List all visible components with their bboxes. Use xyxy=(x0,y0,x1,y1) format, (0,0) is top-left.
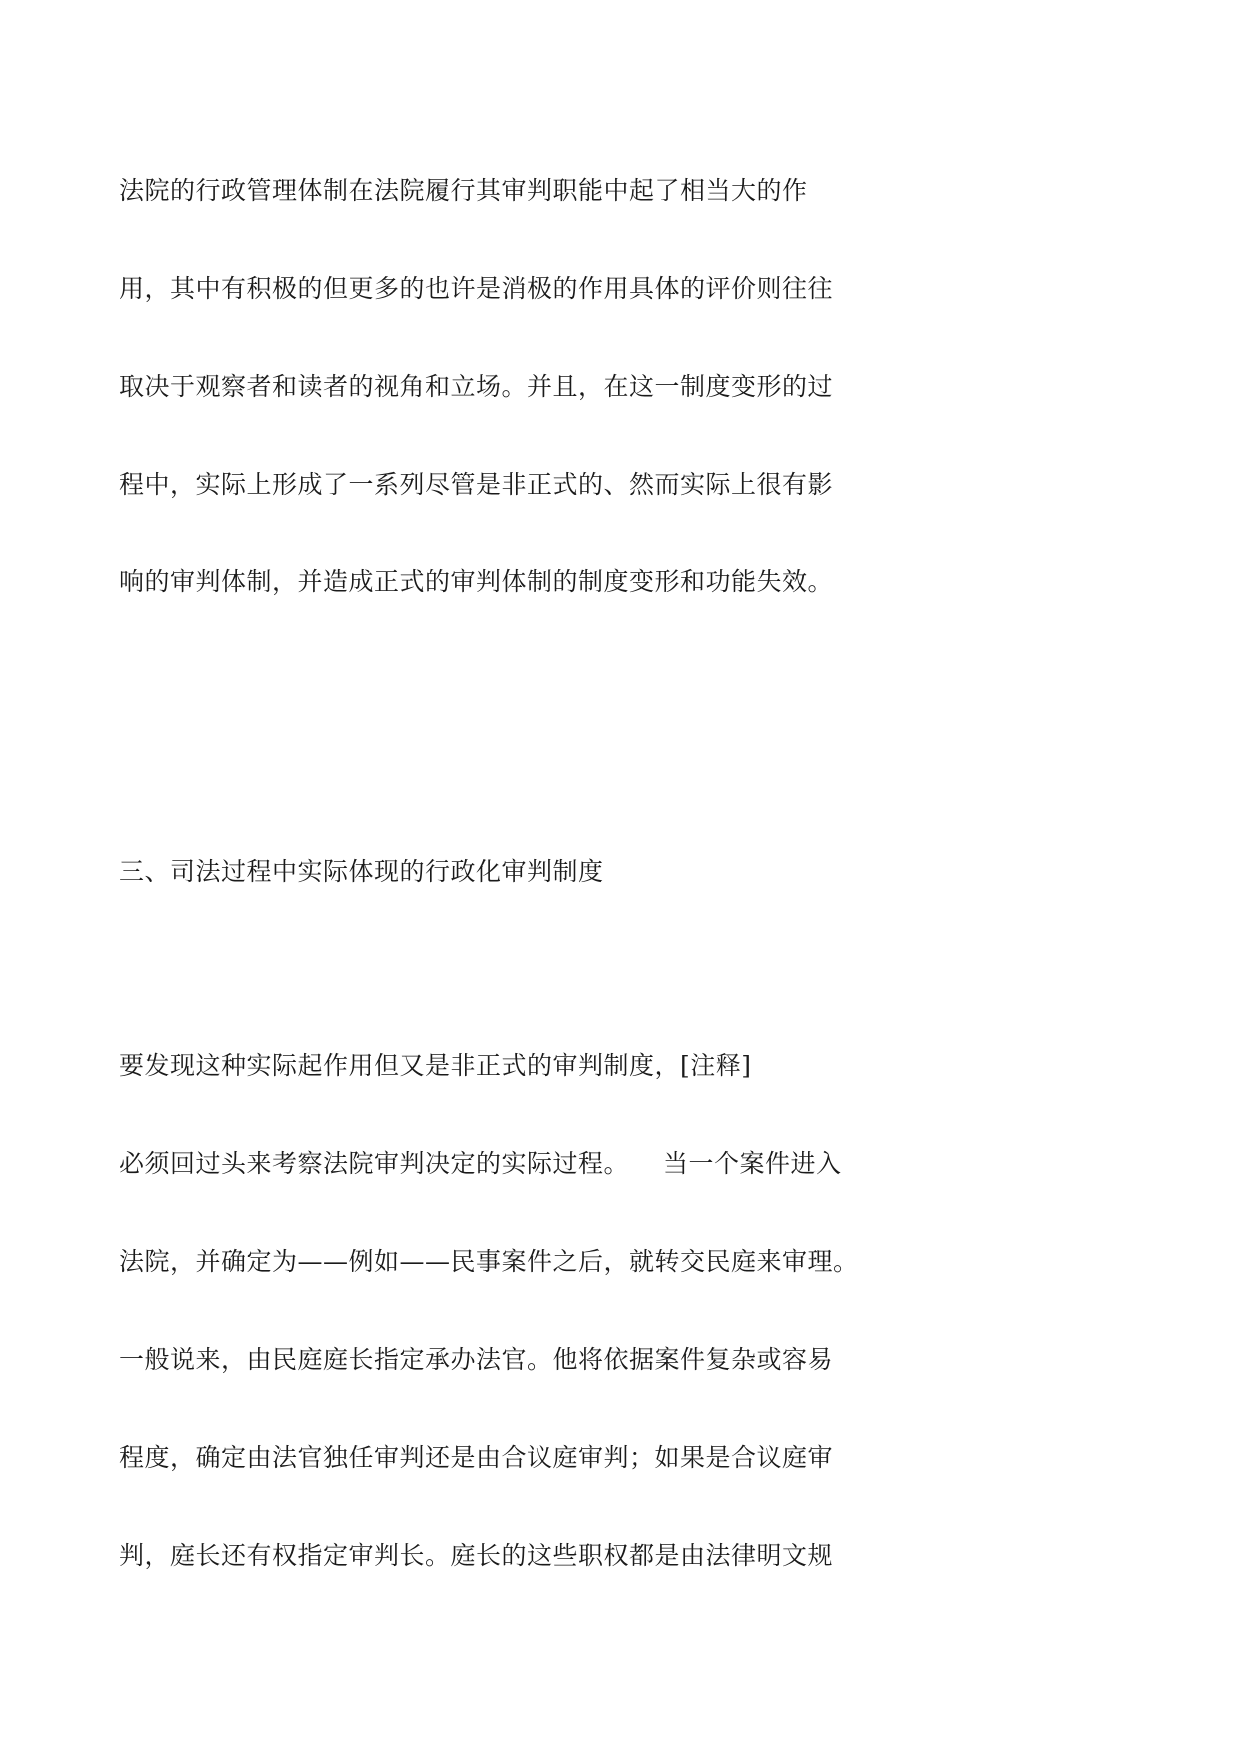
paragraph-line xyxy=(119,1149,842,1179)
paragraph-line: 法院的行政管理体制在法院履行其审判职能中起了相当大的作 xyxy=(119,176,808,205)
paragraph-line: 判，庭长还有权指定审判长。庭长的这些职权都是由法律明文规 xyxy=(119,1541,834,1570)
paragraph-line: 程中，实际上形成了一系列尽管是非正式的、然而实际上很有影 xyxy=(119,470,834,499)
paragraph-line: 取决于观察者和读者的视角和立场。并且，在这一制度变形的过 xyxy=(119,372,834,401)
paragraph-line-part: 当一个案件进入 xyxy=(663,1149,842,1178)
paragraph-line-part: 必须回过头来考察法院审判决定的实际过程。 xyxy=(119,1149,630,1178)
paragraph-line: 法院，并确定为——例如——民事案件之后，就转交民庭来审理。 xyxy=(119,1247,859,1276)
section-heading: 三、司法过程中实际体现的行政化审判制度 xyxy=(119,857,604,886)
paragraph-line: 要发现这种实际起作用但又是非正式的审判制度，[注释] xyxy=(119,1051,752,1080)
paragraph-line: 响的审判体制，并造成正式的审判体制的制度变形和功能失效。 xyxy=(119,567,834,596)
paragraph-line: 一般说来，由民庭庭长指定承办法官。他将依据案件复杂或容易 xyxy=(119,1345,834,1374)
paragraph-line: 程度，确定由法官独任审判还是由合议庭审判；如果是合议庭审 xyxy=(119,1443,834,1472)
paragraph-line: 用，其中有积极的但更多的也许是消极的作用具体的评价则往往 xyxy=(119,274,834,303)
